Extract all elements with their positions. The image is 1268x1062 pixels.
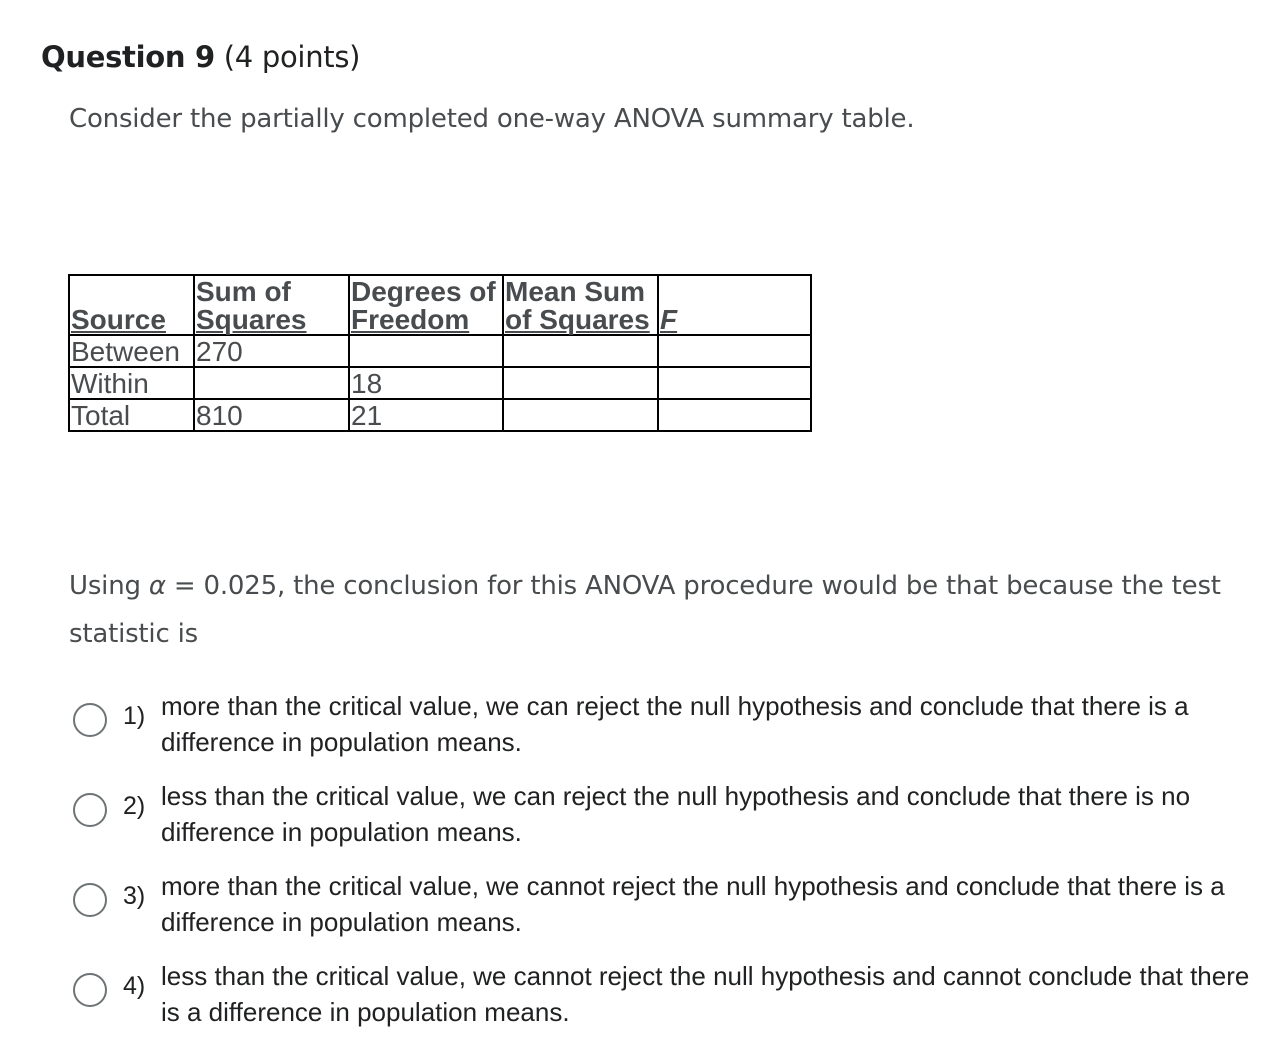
option-text[interactable]: less than the critical value, we can reject the null hypothesis and conclude that there is no difference in population means. [161, 781, 1191, 847]
question-title: Question 9 [41, 40, 215, 74]
answer-option-3[interactable] [73, 868, 1253, 958]
cell-ss: 270 [194, 335, 349, 367]
table-row [69, 367, 811, 399]
option-text[interactable]: more than the critical value, we can reject the null hypothesis and conclude that there is a difference in population means. [161, 691, 1189, 757]
conclusion-suffix: = 0.025, the conclusion for this ANOVA procedure would be that because the test statistic is [69, 571, 1221, 649]
cell-f [658, 399, 811, 431]
radio-button-2[interactable] [73, 793, 107, 827]
cell-f [658, 367, 811, 399]
answer-option-2[interactable] [73, 778, 1253, 868]
radio-button-4[interactable] [73, 973, 107, 1007]
cell-ms [503, 335, 658, 367]
option-text[interactable]: less than the critical value, we cannot reject the null hypothesis and cannot conclude that there is a difference in population means. [161, 961, 1250, 1027]
anova-summary-table [68, 274, 812, 432]
table-header-row [69, 275, 811, 335]
option-text[interactable]: more than the critical value, we cannot reject the null hypothesis and conclude that there is a difference in population means. [161, 871, 1225, 937]
option-number: 4) [123, 972, 146, 1000]
cell-ms [503, 399, 658, 431]
cell-ss [194, 367, 349, 399]
answer-option-1[interactable] [73, 688, 1253, 778]
cell-f [658, 335, 811, 367]
cell-ss: 810 [194, 399, 349, 431]
header-sum-of-squares: Sum of Squares [194, 275, 349, 335]
question-header [41, 40, 360, 74]
radio-button-3[interactable] [73, 883, 107, 917]
conclusion-prefix: Using [69, 571, 149, 601]
alpha-symbol: α [148, 571, 166, 601]
cell-df: 18 [349, 367, 503, 399]
header-mean-sum-of-squares: Mean Sum of Squares [503, 275, 658, 335]
cell-ms [503, 367, 658, 399]
table-row [69, 399, 811, 431]
cell-source: Within [69, 367, 194, 399]
table-row [69, 335, 811, 367]
header-f: F [658, 275, 811, 335]
cell-source: Total [69, 399, 194, 431]
answer-options [73, 688, 1253, 1048]
cell-df [349, 335, 503, 367]
header-source: Source [69, 275, 194, 335]
radio-button-1[interactable] [73, 703, 107, 737]
question-prompt: Consider the partially completed one-way ANOVA summary table. [69, 104, 915, 134]
answer-option-4[interactable] [73, 958, 1253, 1048]
option-number: 1) [123, 702, 146, 730]
cell-source: Between [69, 335, 194, 367]
conclusion-prompt [69, 562, 1229, 658]
question-points: (4 points) [223, 40, 361, 74]
option-number: 3) [123, 882, 146, 910]
header-degrees-of-freedom: Degrees of Freedom [349, 275, 503, 335]
cell-df: 21 [349, 399, 503, 431]
option-number: 2) [123, 792, 146, 820]
